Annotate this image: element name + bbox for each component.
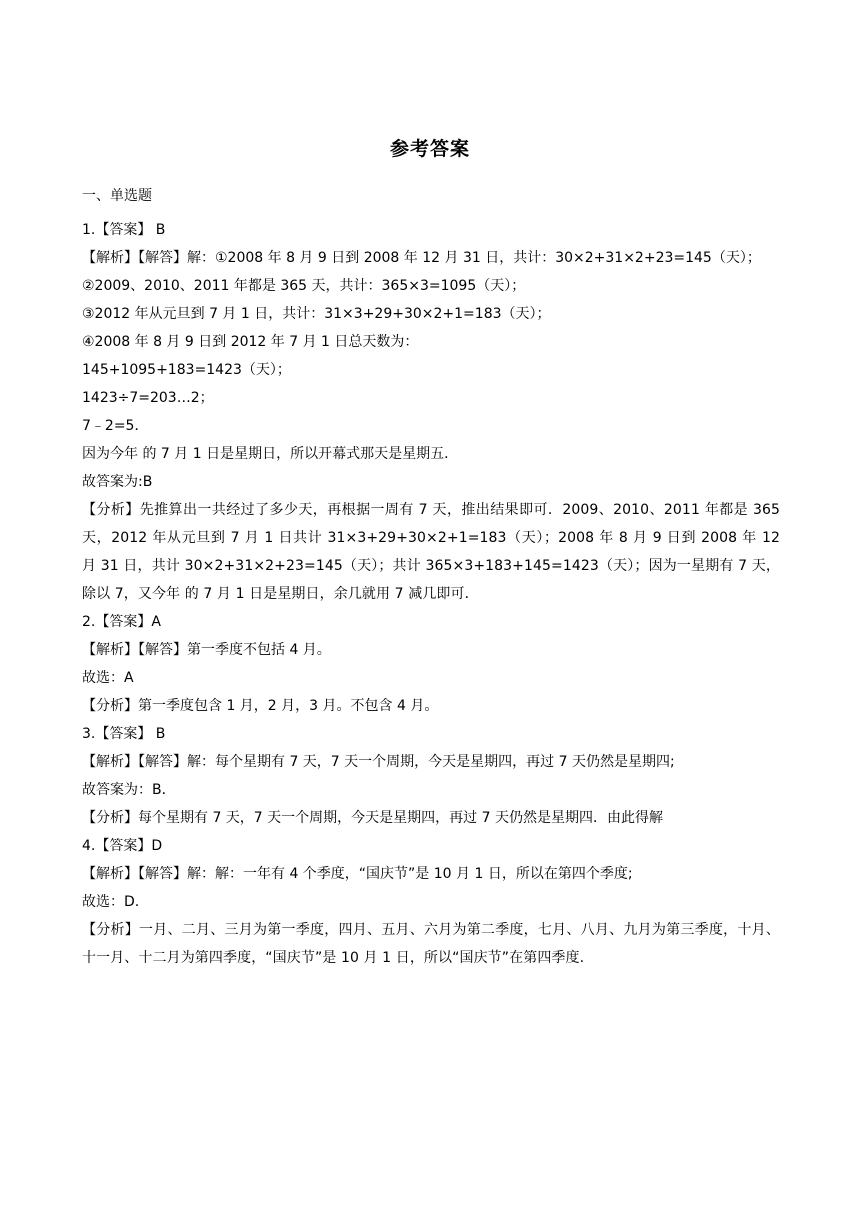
q3-fenxi: 【分析】每个星期有 7 天，7 天一个周期，今天是星期四，再过 7 天仍然是星期四．由此得解 — [82, 810, 663, 826]
q1-analysis-line: 145+1095+183=1423（天）； — [82, 362, 291, 378]
page-title: 参考答案 — [389, 138, 470, 160]
q2-conclusion: 故选：A — [82, 670, 134, 686]
q3-jiexi: 【解析】【解答】解：每个星期有 7 天，7 天一个周期，今天是星期四，再过 7 天仍然是星期四; — [82, 754, 675, 770]
q1-answer: 1.【答案】 B — [82, 222, 166, 238]
q2-fenxi: 【分析】第一季度包含 1 月，2 月，3 月。不包含 4 月。 — [82, 698, 439, 714]
q1-analysis-line: 因为今年 的 7 月 1 日是星期日，所以开幕式那天是星期五． — [82, 446, 459, 462]
q1-analysis-line: ③2012 年从元旦到 7 月 1 日，共计：31×3+29+30×2+1=183（天）； — [82, 306, 551, 322]
q1-fenxi: 【分析】先推算出一共经过了多少天，再根据一周有 7 天，推出结果即可．2009、2010、2011 年都是 365 天，2012 年从元旦到 7 月 1 日共计 31×3+29+30×2+1=183（天）；2008 年 8 月 9 日到 2008 年 12 月 31 日，共计 30×2+31×2+23=145（天）；共计 365×3+183+145=1423（天）；因为一星期有 7 天，除以 7，又今年 的 7 月 1 日是星期日，余几就用 7 减几即可． — [82, 502, 780, 602]
q1-analysis-line: ②2009、2010、2011 年都是 365 天，共计：365×3=1095（天）； — [82, 278, 526, 294]
section-heading: 一、单选题 — [82, 188, 152, 204]
q3-answer: 3.【答案】 B — [82, 726, 166, 742]
q1-analysis-line: 1423÷7=203…2； — [82, 390, 214, 406]
q4-jiexi: 【解析】【解答】解：解：一年有 4 个季度，“国庆节”是 10 月 1 日，所以在第四个季度; — [82, 866, 633, 882]
q4-answer: 4.【答案】D — [82, 838, 163, 854]
q4-fenxi: 【分析】一月、二月、三月为第一季度，四月、五月、六月为第二季度，七月、八月、九月为第三季度，十月、十一月、十二月为第四季度，“国庆节”是 10 月 1 日，所以“国庆节”在第四季度. — [82, 922, 780, 966]
q1-analysis-line: 7﹣2=5． — [82, 418, 149, 434]
q2-jiexi: 【解析】【解答】第一季度不包括 4 月。 — [82, 642, 331, 658]
q3-conclusion: 故答案为：B． — [82, 782, 176, 798]
q1-conclusion: 故答案为:B — [82, 474, 153, 490]
q4-conclusion: 故选：D. — [82, 894, 140, 910]
q1-analysis-line: 【解析】【解答】解：①2008 年 8 月 9 日到 2008 年 12 月 31 日，共计：30×2+31×2+23=145（天）； — [82, 250, 761, 266]
answer-content — [82, 182, 780, 972]
q2-answer: 2.【答案】A — [82, 614, 161, 630]
q1-analysis-line: ④2008 年 8 月 9 日到 2012 年 7 月 1 日总天数为： — [82, 334, 419, 350]
